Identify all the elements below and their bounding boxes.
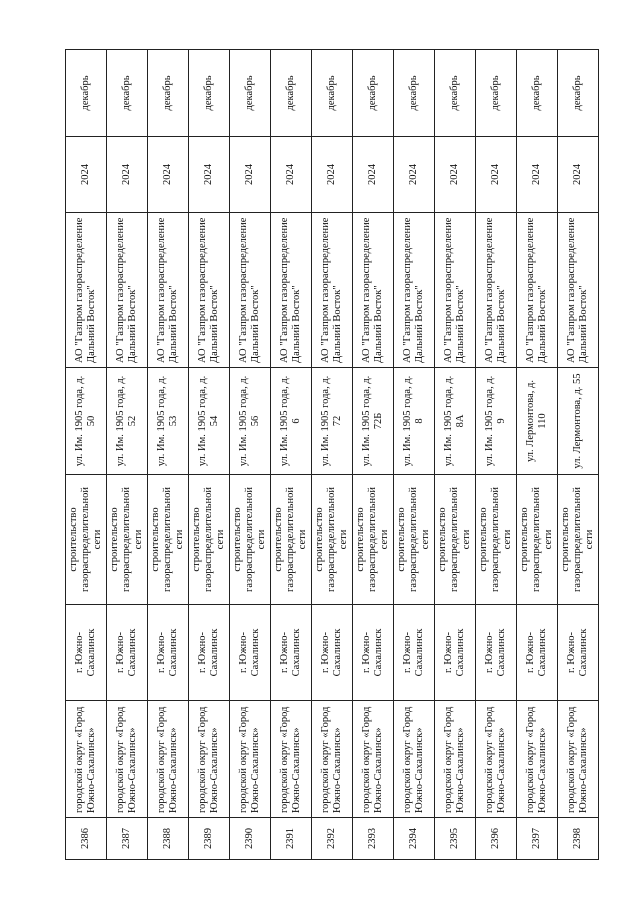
organization-cell: АО "Газпром газораспределение Дальний Восток" <box>230 213 271 368</box>
month-cell: декабрь <box>394 50 435 137</box>
table-row <box>353 50 394 860</box>
year-cell: 2024 <box>394 137 435 213</box>
row-number-cell: 2398 <box>558 818 599 860</box>
table-row <box>148 50 189 860</box>
settlement-cell: г. Южно-Сахалинск <box>312 605 353 701</box>
work-type-cell: строительство газораспределительной сети <box>435 475 476 605</box>
row-number-cell: 2394 <box>394 818 435 860</box>
municipal-district-cell: городской округ «Город Южно-Сахалинск» <box>230 701 271 818</box>
settlement-cell: г. Южно-Сахалинск <box>230 605 271 701</box>
settlement-cell: г. Южно-Сахалинск <box>66 605 107 701</box>
address-cell: ул. Им. 1905 года, д. 56 <box>230 368 271 475</box>
month-cell: декабрь <box>558 50 599 137</box>
year-cell: 2024 <box>435 137 476 213</box>
settlement-cell: г. Южно-Сахалинск <box>189 605 230 701</box>
organization-cell: АО "Газпром газораспределение Дальний Восток" <box>189 213 230 368</box>
year-cell: 2024 <box>66 137 107 213</box>
year-cell: 2024 <box>189 137 230 213</box>
address-cell: ул. Лермонтова, д. 110 <box>517 368 558 475</box>
municipal-district-cell: городской округ «Город Южно-Сахалинск» <box>394 701 435 818</box>
work-type-cell: строительство газораспределительной сети <box>353 475 394 605</box>
year-cell: 2024 <box>312 137 353 213</box>
month-cell: декабрь <box>189 50 230 137</box>
address-cell: ул. Им. 1905 года, д. 9 <box>476 368 517 475</box>
municipal-district-cell: городской округ «Город Южно-Сахалинск» <box>435 701 476 818</box>
work-type-cell: строительство газораспределительной сети <box>517 475 558 605</box>
address-cell: ул. Им. 1905 года, д. 8А <box>435 368 476 475</box>
settlement-cell: г. Южно-Сахалинск <box>435 605 476 701</box>
work-type-cell: строительство газораспределительной сети <box>107 475 148 605</box>
year-cell: 2024 <box>230 137 271 213</box>
settlement-cell: г. Южно-Сахалинск <box>394 605 435 701</box>
table-row <box>394 50 435 860</box>
rotated-table-area <box>65 50 595 860</box>
work-type-cell: строительство газораспределительной сети <box>271 475 312 605</box>
table-row <box>312 50 353 860</box>
municipal-district-cell: городской округ «Город Южно-Сахалинск» <box>107 701 148 818</box>
work-type-cell: строительство газораспределительной сети <box>148 475 189 605</box>
organization-cell: АО "Газпром газораспределение Дальний Восток" <box>271 213 312 368</box>
table-row <box>189 50 230 860</box>
month-cell: декабрь <box>271 50 312 137</box>
settlement-cell: г. Южно-Сахалинск <box>558 605 599 701</box>
row-number-cell: 2393 <box>353 818 394 860</box>
row-number-cell: 2396 <box>476 818 517 860</box>
table-body <box>66 50 599 860</box>
work-type-cell: строительство газораспределительной сети <box>312 475 353 605</box>
row-number-cell: 2395 <box>435 818 476 860</box>
row-number-cell: 2397 <box>517 818 558 860</box>
row-number-cell: 2391 <box>271 818 312 860</box>
work-type-cell: строительство газораспределительной сети <box>230 475 271 605</box>
municipal-district-cell: городской округ «Город Южно-Сахалинск» <box>353 701 394 818</box>
address-cell: ул. Им. 1905 года, д. 6 <box>271 368 312 475</box>
address-cell: ул. Лермонтова, д. 55 <box>558 368 599 475</box>
table-row <box>476 50 517 860</box>
row-number-cell: 2387 <box>107 818 148 860</box>
month-cell: декабрь <box>66 50 107 137</box>
organization-cell: АО "Газпром газораспределение Дальний Восток" <box>476 213 517 368</box>
organization-cell: АО "Газпром газораспределение Дальний Восток" <box>394 213 435 368</box>
row-number-cell: 2386 <box>66 818 107 860</box>
table-row <box>517 50 558 860</box>
organization-cell: АО "Газпром газораспределение Дальний Восток" <box>107 213 148 368</box>
row-number-cell: 2390 <box>230 818 271 860</box>
address-cell: ул. Им. 1905 года, д. 54 <box>189 368 230 475</box>
settlement-cell: г. Южно-Сахалинск <box>476 605 517 701</box>
table-row <box>271 50 312 860</box>
year-cell: 2024 <box>558 137 599 213</box>
work-type-cell: строительство газораспределительной сети <box>189 475 230 605</box>
work-type-cell: строительство газораспределительной сети <box>558 475 599 605</box>
table-row <box>107 50 148 860</box>
year-cell: 2024 <box>271 137 312 213</box>
row-number-cell: 2388 <box>148 818 189 860</box>
month-cell: декабрь <box>312 50 353 137</box>
year-cell: 2024 <box>353 137 394 213</box>
work-type-cell: строительство газораспределительной сети <box>476 475 517 605</box>
municipal-district-cell: городской округ «Город Южно-Сахалинск» <box>148 701 189 818</box>
month-cell: декабрь <box>435 50 476 137</box>
organization-cell: АО "Газпром газораспределение Дальний Восток" <box>435 213 476 368</box>
month-cell: декабрь <box>476 50 517 137</box>
year-cell: 2024 <box>476 137 517 213</box>
gasification-schedule-table <box>65 49 599 860</box>
month-cell: декабрь <box>107 50 148 137</box>
month-cell: декабрь <box>148 50 189 137</box>
settlement-cell: г. Южно-Сахалинск <box>271 605 312 701</box>
organization-cell: АО "Газпром газораспределение Дальний Восток" <box>148 213 189 368</box>
settlement-cell: г. Южно-Сахалинск <box>107 605 148 701</box>
table-row <box>230 50 271 860</box>
organization-cell: АО "Газпром газораспределение Дальний Восток" <box>312 213 353 368</box>
municipal-district-cell: городской округ «Город Южно-Сахалинск» <box>66 701 107 818</box>
organization-cell: АО "Газпром газораспределение Дальний Восток" <box>66 213 107 368</box>
address-cell: ул. Им. 1905 года, д. 52 <box>107 368 148 475</box>
settlement-cell: г. Южно-Сахалинск <box>517 605 558 701</box>
organization-cell: АО "Газпром газораспределение Дальний Восток" <box>517 213 558 368</box>
address-cell: ул. Им. 1905 года, д. 53 <box>148 368 189 475</box>
address-cell: ул. Им. 1905 года, д. 8 <box>394 368 435 475</box>
municipal-district-cell: городской округ «Город Южно-Сахалинск» <box>517 701 558 818</box>
municipal-district-cell: городской округ «Город Южно-Сахалинск» <box>189 701 230 818</box>
table-row <box>66 50 107 860</box>
organization-cell: АО "Газпром газораспределение Дальний Восток" <box>353 213 394 368</box>
address-cell: ул. Им. 1905 года, д. 72Б <box>353 368 394 475</box>
municipal-district-cell: городской округ «Город Южно-Сахалинск» <box>558 701 599 818</box>
month-cell: декабрь <box>230 50 271 137</box>
table-row <box>558 50 599 860</box>
table-wrapper <box>65 50 595 860</box>
year-cell: 2024 <box>148 137 189 213</box>
work-type-cell: строительство газораспределительной сети <box>394 475 435 605</box>
year-cell: 2024 <box>517 137 558 213</box>
table-row <box>435 50 476 860</box>
work-type-cell: строительство газораспределительной сети <box>66 475 107 605</box>
month-cell: декабрь <box>517 50 558 137</box>
address-cell: ул. Им. 1905 года, д. 72 <box>312 368 353 475</box>
organization-cell: АО "Газпром газораспределение Дальний Восток" <box>558 213 599 368</box>
address-cell: ул. Им. 1905 года, д. 50 <box>66 368 107 475</box>
month-cell: декабрь <box>353 50 394 137</box>
settlement-cell: г. Южно-Сахалинск <box>353 605 394 701</box>
row-number-cell: 2392 <box>312 818 353 860</box>
municipal-district-cell: городской округ «Город Южно-Сахалинск» <box>312 701 353 818</box>
row-number-cell: 2389 <box>189 818 230 860</box>
municipal-district-cell: городской округ «Город Южно-Сахалинск» <box>271 701 312 818</box>
settlement-cell: г. Южно-Сахалинск <box>148 605 189 701</box>
year-cell: 2024 <box>107 137 148 213</box>
municipal-district-cell: городской округ «Город Южно-Сахалинск» <box>476 701 517 818</box>
